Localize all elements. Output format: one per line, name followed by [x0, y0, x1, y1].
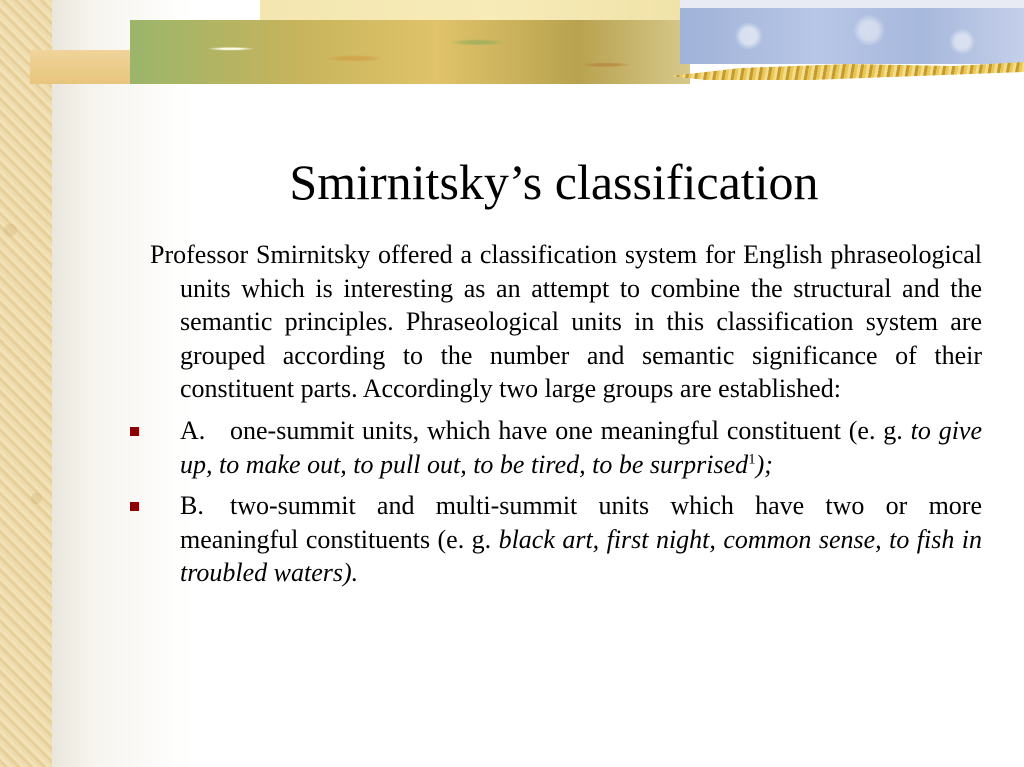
list-item-a	[150, 414, 982, 481]
list-item-b	[150, 489, 982, 590]
item-text: one-summit units, which have one meaningful constituent (e. g.	[230, 415, 911, 445]
banner-floral-image	[130, 20, 690, 84]
banner-blue-flowers-image	[680, 8, 1024, 64]
item-examples: to give up, to make out, to pull out, to be tired, to be surprised	[180, 415, 983, 479]
item-examples: black art, first night, common sense, to fish in troubled waters	[180, 524, 982, 588]
square-bullet-icon	[130, 427, 139, 436]
footnote-marker: 1	[748, 450, 756, 467]
intro-paragraph: Professor Smirnitsky offered a classification system for English phraseological units which is interesting as an attempt to combine the structural and the semantic principles. Phraseological units in this classification system are grouped according to the number and semantic significance of their constituent parts. Accordingly two large groups are established:	[150, 240, 982, 404]
slide-title: Smirnitsky’s classification	[289, 154, 819, 210]
item-end: );	[755, 449, 773, 479]
decorative-banner	[30, 0, 1024, 84]
item-end: ).	[342, 558, 359, 588]
parchment-border	[0, 0, 52, 767]
item-letter: B.	[180, 491, 204, 521]
banner-gold-strip	[260, 0, 720, 22]
item-text: two-summit and multi-summit units which have two or more meaningful constituents (e. g.	[180, 491, 982, 554]
item-letter: A.	[180, 415, 206, 445]
slide-body	[150, 238, 982, 590]
square-bullet-icon	[130, 502, 139, 511]
